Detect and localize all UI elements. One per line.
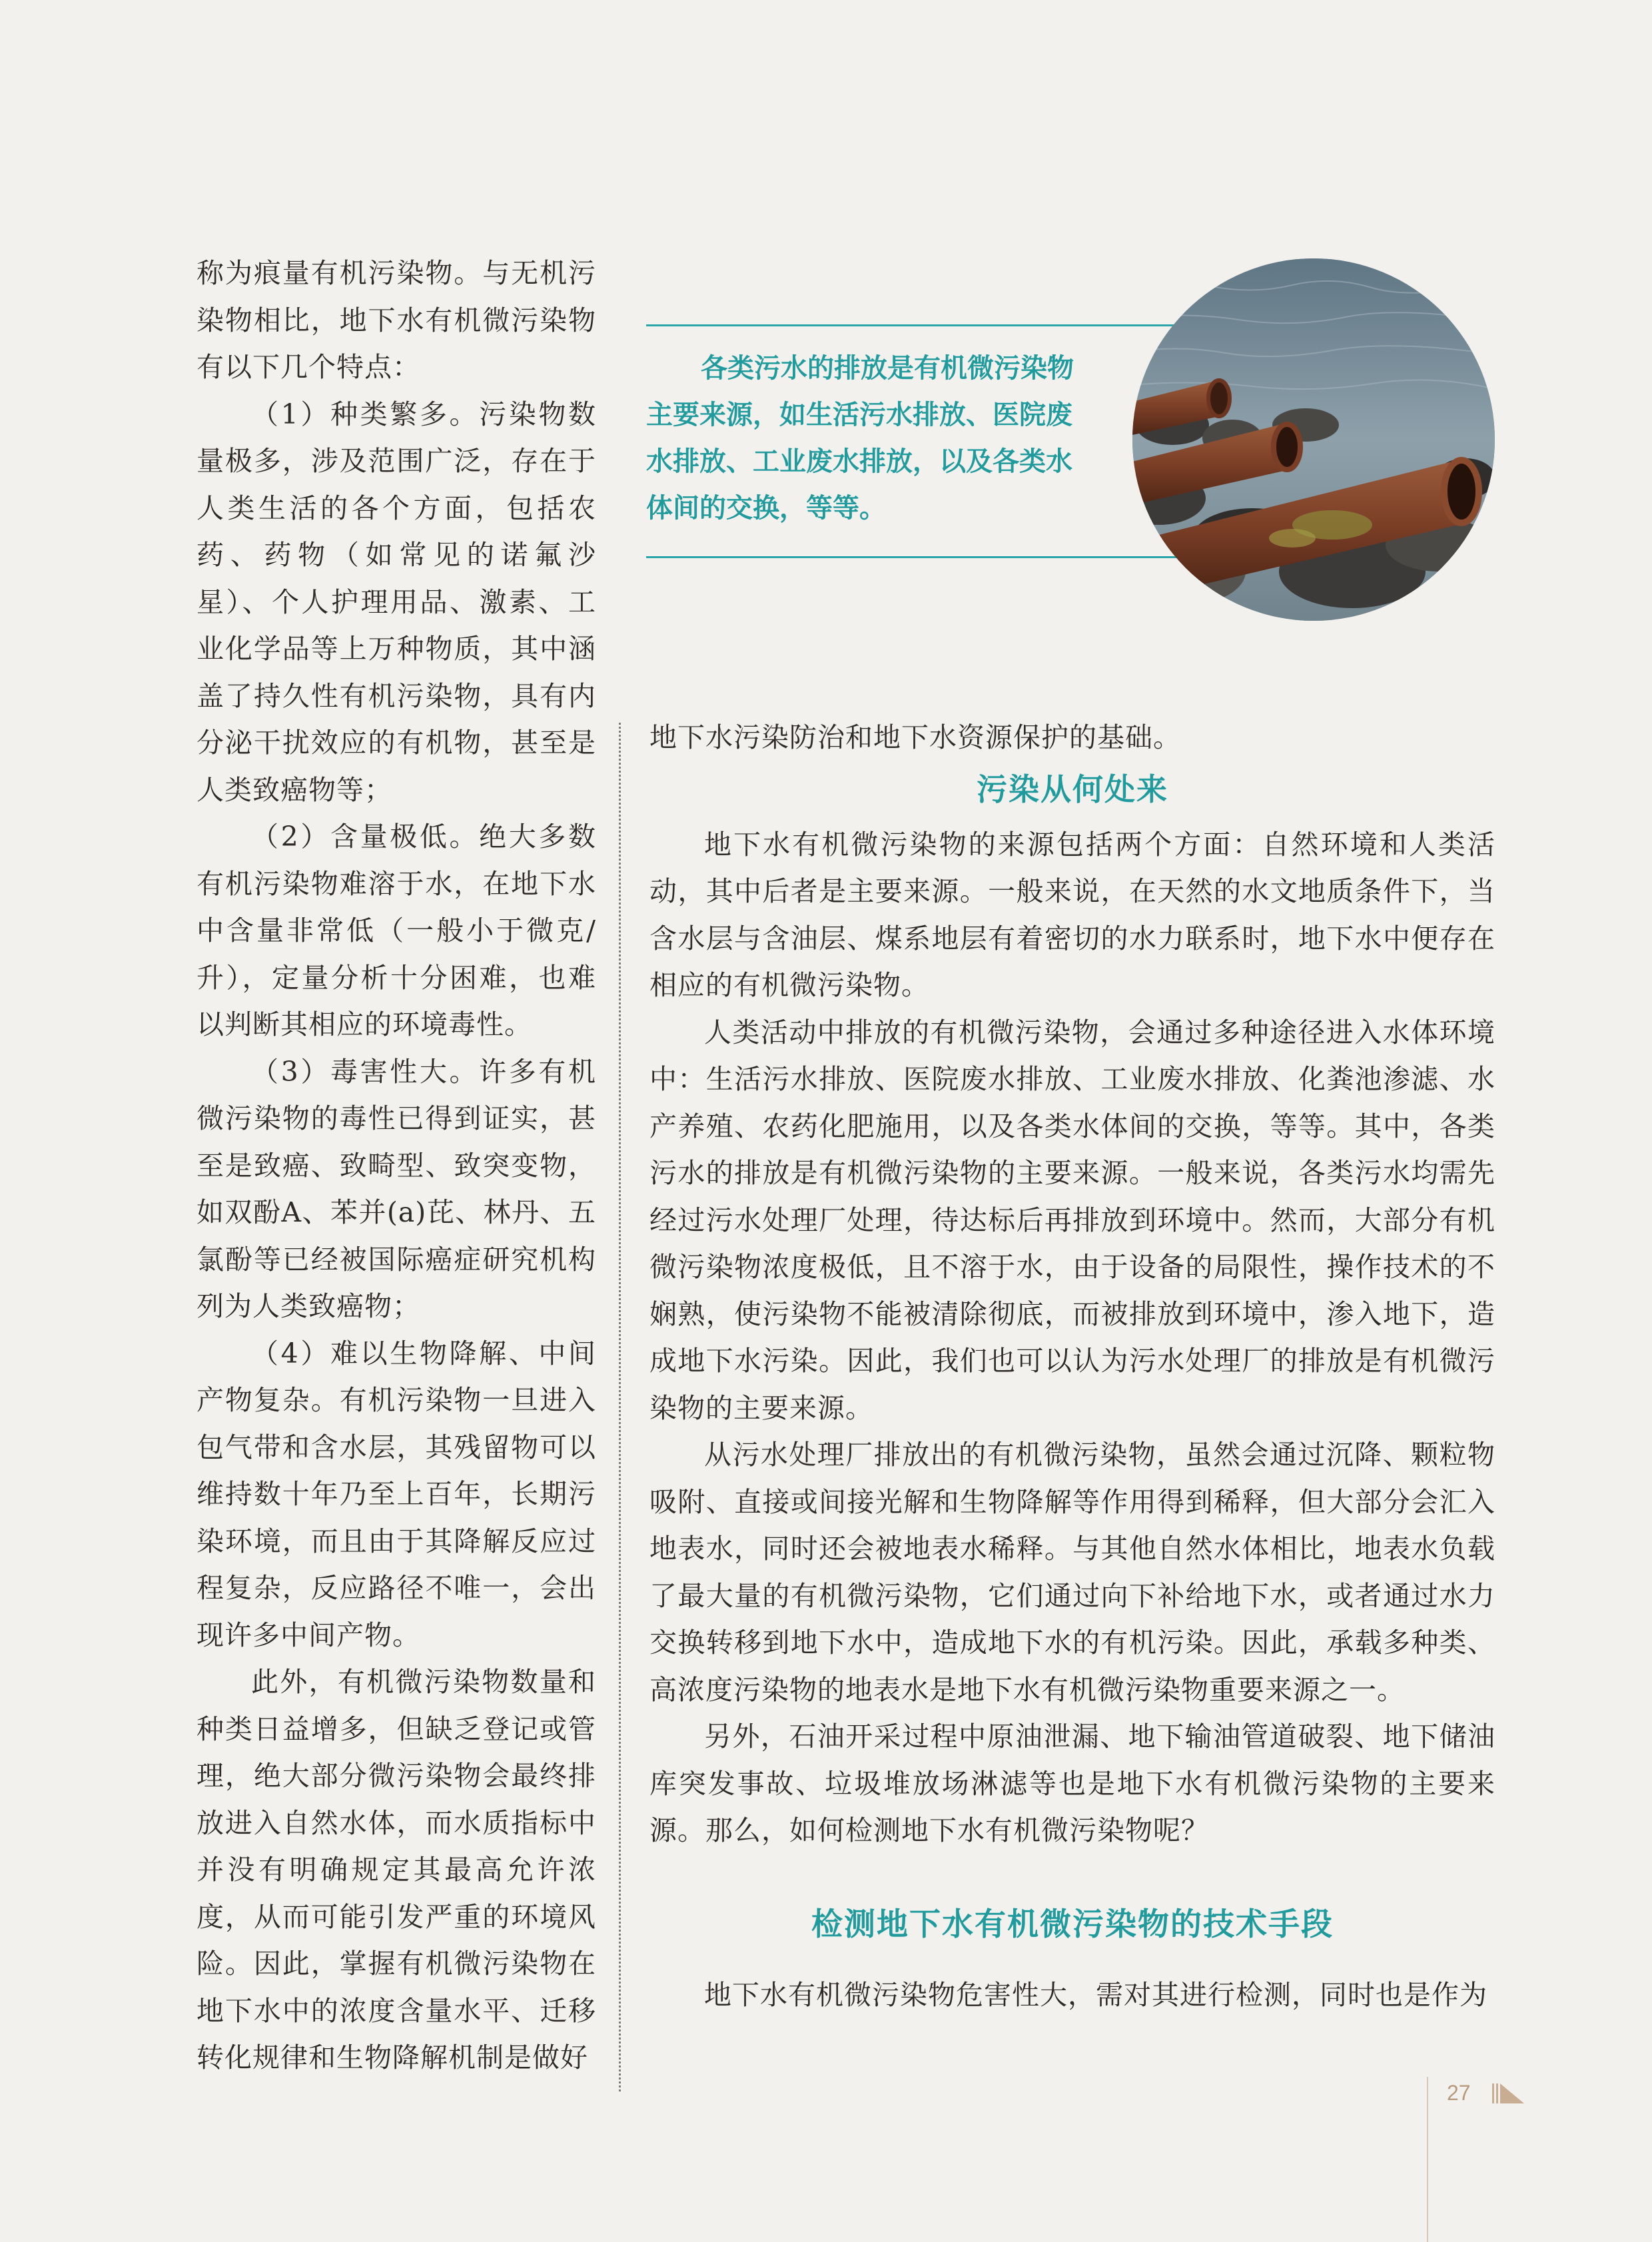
paragraph: 从污水处理厂排放出的有机微污染物，虽然会通过沉降、颗粒物吸附、直接或间接光解和生物降解等作用得到稀释，但大部分会汇入地表水，同时还会被地表水稀释。与其他自然水体相比，地表水负载了最大量的有机微污染物，它们通过向下补给地下水，或者通过水力交换转移到地下水中，造成地下水的有机污染。因此，承载多种类、高浓度污染物的地表水是地下水有机微污染物重要来源之一。 (649, 1439, 1495, 1706)
sewage-pipes-photo (1132, 258, 1495, 621)
section-heading: 污染从何处来 (977, 771, 1168, 807)
feature-item-2: （2）含量极低。绝大多数有机污染物难溶于水，在地下水中含量非常低（一般小于微克/升），定量分析十分困难，也难以判断其相应的环境毒性。 (197, 821, 596, 1040)
footer-rule (1427, 2077, 1428, 2242)
pull-quote: 各类污水的排放是有机微污染物主要来源，如生活污水排放、医院废水排放、工业废水排放，以及各类水体间的交换，等等。 (646, 352, 1074, 524)
feature-item-1: （1）种类繁多。污染物数量极多，涉及范围广泛，存在于人类生活的各个方面，包括农药、药物（如常见的诺氟沙星）、个人护理用品、激素、工业化学品等上万种物质，其中涵盖了持久性有机污染物，具有内分泌干扰效应的有机物，甚至是人类致癌物等； (197, 398, 596, 806)
paragraph: 人类活动中排放的有机微污染物，会通过多种途径进入水体环境中：生活污水排放、医院废水排放、工业废水排放、化粪池渗滤、水产养殖、农药化肥施用，以及各类水体间的交换，等等。其中，各类污水的排放是有机微污染物的主要来源。一般来说，各类污水均需先经过污水处理厂处理，待达标后再排放到环境中。然而，大部分有机微污染物浓度极低，且不溶于水，由于设备的局限性，操作技术的不娴熟，使污染物不能被清除彻底，而被排放到环境中，渗入地下，造成地下水污染。因此，我们也可以认为污水处理厂的排放是有机微污染物的主要来源。 (649, 1016, 1495, 1424)
feature-item-4: （4）难以生物降解、中间产物复杂。有机污染物一旦进入包气带和含水层，其残留物可以维持数十年乃至上百年，长期污染环境，而且由于其降解反应过程复杂，反应路径不唯一，会出现许多中间产物。 (197, 1337, 596, 1651)
paragraph: 地下水有机微污染物危害性大，需对其进行检测，同时也是作为 (704, 1978, 1487, 2011)
paragraph: 此外，有机微污染物数量和种类日益增多，但缺乏登记或管理，绝大部分微污染物会最终排放进入自然水体，而水质指标中并没有明确规定其最高允许浓度，从而可能引发严重的环境风险。因此，掌握有机微污染物在地下水中的浓度含量水平、迁移转化规律和生物降解机制是做好 (197, 1666, 596, 2073)
page-corner-icon (1492, 2083, 1525, 2103)
right-column (649, 714, 1495, 2018)
callout-bottom-rule (646, 556, 1179, 558)
feature-item-3: （3）毒害性大。许多有机微污染物的毒性已得到证实，甚至是致癌、致畸型、致突变物，如双酚A、苯并(a)芘、林丹、五氯酚等已经被国际癌症研究机构列为人类致癌物； (197, 1055, 596, 1322)
page-number: 27 (1447, 2081, 1471, 2105)
callout-top-rule (646, 324, 1179, 326)
column-divider (619, 723, 621, 2091)
paragraph: 地下水有机微污染物的来源包括两个方面：自然环境和人类活动，其中后者是主要来源。一般来说，在天然的水文地质条件下，当含水层与含油层、煤系地层有着密切的水力联系时，地下水中便存在相应的有机微污染物。 (649, 828, 1495, 1001)
left-column (197, 250, 596, 2081)
section-heading: 检测地下水有机微污染物的技术手段 (811, 1906, 1334, 1943)
paragraph: 地下水污染防治和地下水资源保护的基础。 (649, 721, 1181, 753)
paragraph: 称为痕量有机污染物。与无机污染物相比，地下水有机微污染物有以下几个特点： (197, 257, 596, 383)
paragraph: 另外，石油开采过程中原油泄漏、地下输油管道破裂、地下储油库突发事故、垃圾堆放场淋滤等也是地下水有机微污染物的主要来源。那么，如何检测地下水有机微污染物呢？ (649, 1720, 1495, 1846)
pipes-illustration (1132, 258, 1495, 621)
